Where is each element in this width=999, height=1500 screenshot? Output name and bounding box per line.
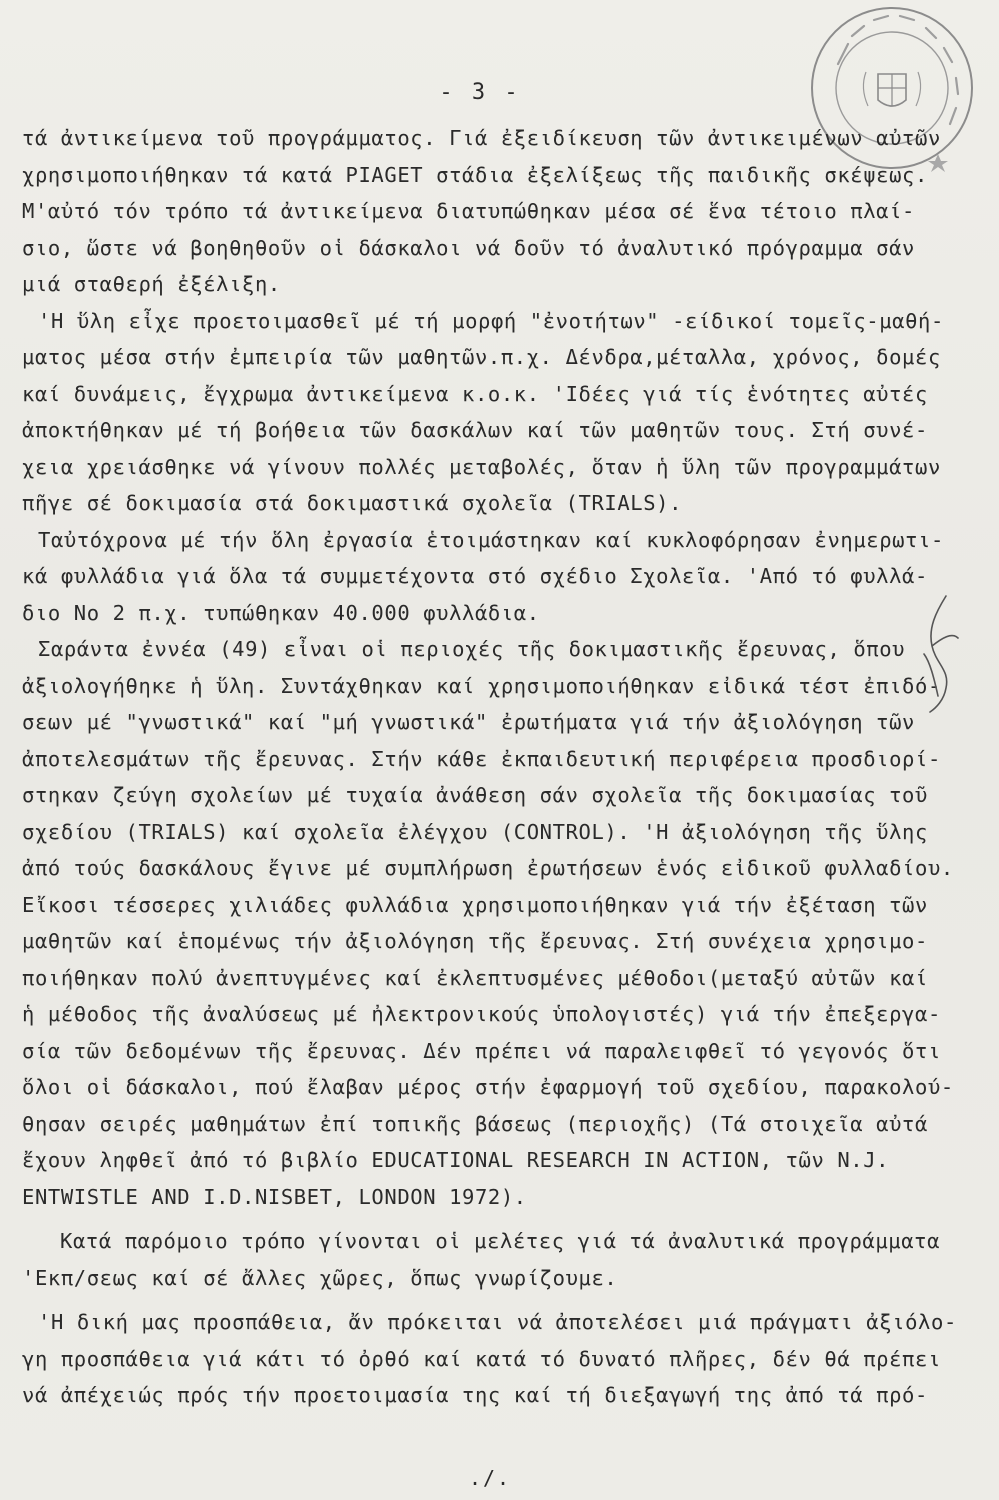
text-line: τά ἀντικείμενα τοῦ προγράμματος. Γιά ἐξειδίκευση τῶν ἀντικειμένων αὐτῶν <box>22 126 941 150</box>
text-line: μιά σταθερή ἐξέλιξη. <box>22 272 281 296</box>
handwritten-initial-icon <box>916 592 966 716</box>
text-line: ENTWISTLE AND I.D.NISBET, LONDON 1972). <box>22 1184 527 1209</box>
body-text <box>22 120 982 1414</box>
text-line: 'Εκπ/σεως καί σέ ἄλλες χῶρες, ὅπως γνωρίζουμε. <box>22 1265 618 1290</box>
text-line: σιο, ὥστε νά βοηθηθοῦν οἱ δάσκαλοι νά δοῦν τό ἀναλυτικό πρόγραμμα σάν <box>22 235 916 260</box>
text-line: σία τῶν δεδομένων τῆς ἔρευνας. Δέν πρέπει νά παραλειφθεῖ τό γεγονός ὅτι <box>22 1038 941 1063</box>
text-line: 'Η ὕλη εἶχε προετοιμασθεῖ μέ τή μορφή "ἐνοτήτων" -είδικοί τομεῖς-μαθή- <box>38 308 944 333</box>
text-line: ποιήθηκαν πολύ ἀνεπτυγμένες καί ἐκλεπτυσμένες μέθοδοι(μεταξύ αὐτῶν καί <box>22 965 928 990</box>
text-line: ἀποκτήθηκαν μέ τή βοήθεια τῶν δασκάλων καί τῶν μαθητῶν τους. Στή συνέ- <box>22 418 928 442</box>
text-line: σεων μέ "γνωστικά" καί "μή γνωστικά" ἐρωτήματα γιά τήν ἀξιολόγηση τῶν <box>22 710 916 734</box>
text-line: στηκαν ζεύγη σχολείων μέ τυχαία ἀνάθεση σάν σχολεῖα τῆς δοκιμασίας τοῦ <box>22 783 928 807</box>
text-line: Σαράντα ἐννέα (49) εἶναι οἱ περιοχές τῆς δοκιμαστικῆς ἔρευνας, ὅπου <box>38 637 906 661</box>
text-line: ἀξιολογήθηκε ἡ ὕλη. Συντάχθηκαν καί χρησιμοποιήθηκαν εἰδικά τέστ ἐπιδό- <box>22 673 941 698</box>
text-line: ἀπό τούς δασκάλους ἔγινε μέ συμπλήρωση ἐρωτήσεων ἑνός εἰδικοῦ φυλλαδίου. <box>22 856 954 880</box>
text-line: θησαν σειρές μαθημάτων ἐπί τοπικῆς βάσεως (περιοχῆς) (Τά στοιχεῖα αὐτά <box>22 1111 928 1136</box>
text-line: Ταὐτόχρονα μέ τήν ὅλη ἐργασία ἑτοιμάστηκαν καί κυκλοφόρησαν ἐνημερωτι- <box>38 527 944 552</box>
text-line: Κατά παρόμοιο τρόπο γίνονται οἱ μελέτες γιά τά ἀναλυτικά προγράμματα <box>60 1229 941 1253</box>
text-line: χρησιμοποιήθηκαν τά κατά PIAGET στάδια ἐξελίξεως τῆς παιδικῆς σκέψεως. <box>22 162 928 187</box>
text-line: καί δυνάμεις, ἔγχρωμα ἀντικείμενα κ.ο.κ. 'Ιδέες γιά τίς ἑνότητες αὐτές <box>22 381 928 406</box>
text-line: μαθητῶν καί ἑπομένως τήν ἀξιολόγηση τῆς ἔρευνας. Στή συνέχεια χρησιμο- <box>22 929 928 953</box>
text-line: πῆγε σέ δοκιμασία στά δοκιμαστικά σχολεῖα (TRIALS). <box>22 491 683 515</box>
text-line: ὅλοι οἱ δάσκαλοι, πού ἔλαβαν μέρος στήν ἐφαρμογή τοῦ σχεδίου, παρακολού- <box>22 1075 954 1099</box>
text-line: ἔχουν ληφθεῖ ἀπό τό βιβλίο EDUCATIONAL RESEARCH IN ACTION, τῶν N.J. <box>22 1148 890 1172</box>
text-line: γη προσπάθεια γιά κάτι τό ὀρθό καί κατά τό δυνατό πλῆρες, δέν θά πρέπει <box>22 1346 941 1371</box>
text-line: χεια χρειάσθηκε νά γίνουν πολλές μεταβολές, ὅταν ἡ ὕλη τῶν προγραμμάτων <box>22 454 941 479</box>
text-line: ἡ μέθοδος τῆς ἀναλύσεως μέ ἠλεκτρονικούς ὑπολογιστές) γιά τήν ἐπεξεργα- <box>22 1002 941 1026</box>
text-line: κά φυλλάδια γιά ὅλα τά συμμετέχοντα στό σχέδιο Σχολεῖα. 'Από τό φυλλά- <box>22 564 928 588</box>
text-line: ἀποτελεσμάτων τῆς ἔρευνας. Στήν κάθε ἐκπαιδευτική περιφέρεια προσδιορί- <box>22 746 941 771</box>
text-line: Μ'αὐτό τόν τρόπο τά ἀντικείμενα διατυπώθηκαν μέσα σέ ἕνα τέτοιο πλαί- <box>22 199 916 223</box>
text-line: 'Η δική μας προσπάθεια, ἄν πρόκειται νά ἀποτελέσει μιά πράγματι ἀξιόλο- <box>38 1310 957 1334</box>
text-line: νά ἀπέχειώς πρός τήν προετοιμασία της καί τή διεξαγωγή της ἀπό τά πρό- <box>22 1383 928 1407</box>
text-line: ματος μέσα στήν ἐμπειρία τῶν μαθητῶν.π.χ. Δένδρα,μέταλλα, χρόνος, δομές <box>22 345 941 369</box>
text-line: διο Νο 2 π.χ. τυπώθηκαν 40.000 φυλλάδια. <box>22 600 540 625</box>
text-line: Εἴκοσι τέσσερες χιλιάδες φυλλάδια χρησιμοποιήθηκαν γιά τήν ἐξέταση τῶν <box>22 892 928 917</box>
continuation-mark: ./. <box>468 1466 512 1490</box>
text-line: σχεδίου (TRIALS) καί σχολεῖα ἐλέγχου (CONTROL). 'Η ἀξιολόγηση τῆς ὕλης <box>22 819 928 844</box>
page-number: - 3 - <box>439 80 521 105</box>
